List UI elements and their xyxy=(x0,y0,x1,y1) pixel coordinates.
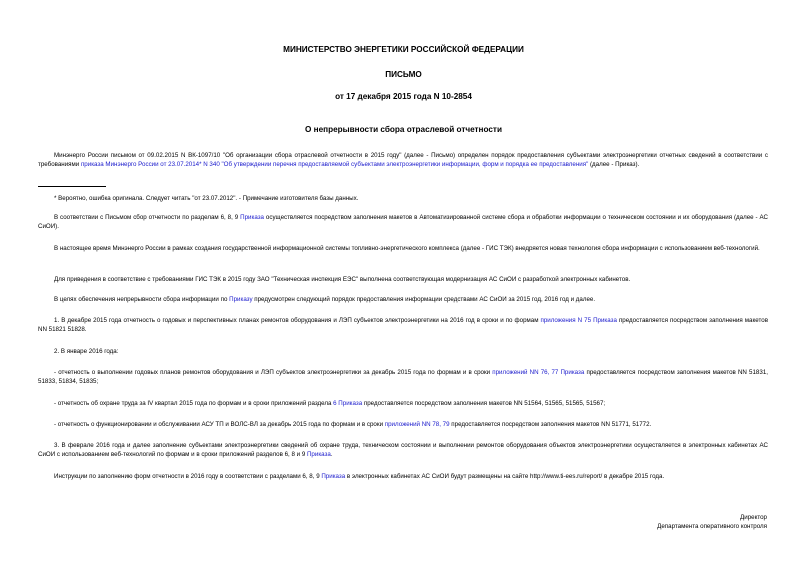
paragraph-4: Для приведения в соответствие с требованиями ГИС ТЭК в 2015 году ЗАО "Техническая инспекция ЕЭС" выполнена соответствующая модернизация АС СиОИ с разработкой электронных кабинетов. xyxy=(54,276,631,283)
paragraph-1 xyxy=(38,152,768,169)
signature-department: Департамента оперативного контроля xyxy=(657,523,767,530)
paragraph-9-text-b: предоставляется посредством заполнения макетов NN 51564, 51565, 51565, 51567; xyxy=(362,400,606,407)
paragraph-8-text-b: предоставляется посредством заполнения макетов NN 51831, 51833, 51834, 51835; xyxy=(38,369,768,385)
footnote: * Вероятно, ошибка оригинала. Следует читать "от 23.07.2012". - Примечание изготовителя базы данных. xyxy=(54,195,359,202)
ministry-heading: МИНИСТЕРСТВО ЭНЕРГЕТИКИ РОССИЙСКОЙ ФЕДЕРАЦИИ xyxy=(283,45,524,54)
paragraph-8 xyxy=(38,369,768,386)
appendix-78-79-link[interactable]: приложений NN 78, 79 xyxy=(384,421,450,428)
paragraph-10-text-a: - отчетность о функционировании и обслуживании АСУ ТП и ВОЛС-ВЛ за декабрь 2015 года по формам и в сроки xyxy=(54,421,385,428)
order-link[interactable]: Приказа xyxy=(306,450,331,458)
paragraph-2 xyxy=(38,214,768,231)
paragraph-12-text-a: Инструкции по заполнению форм отчетности в 2016 году в соответствии с разделами 6, 8, 9 xyxy=(54,473,322,480)
paragraph-6 xyxy=(38,317,768,334)
paragraph-10 xyxy=(38,421,768,430)
appendix-75-link[interactable]: приложения N 75 Приказа xyxy=(540,317,617,324)
paragraph-2-text-b: осуществляется посредством заполнения макетов в Автоматизированной системе сбора и обработки информации о техническом состоянии и их оборудования (далее - АС СиОИ). xyxy=(38,214,768,230)
paragraph-1-text-a: Минэнерго России письмом от 09.02.2015 N ВК-1097/10 "Об организации сбора отраслевой отчетности в 2015 году" (далее - Письмо) определен порядок предоставления субъектами электроэнергетики отчетных сведений в соответствии с требованиями xyxy=(38,152,768,168)
order-link[interactable]: Приказа xyxy=(321,473,346,480)
paragraph-2-text-a: В соответствии с Письмом сбор отчетности по разделам 6, 8, 9 xyxy=(54,214,241,221)
paragraph-5-text-b: предусмотрен следующий порядок предоставления информации средствами АС СиОИ за 2015 год, 2016 год и далее. xyxy=(252,296,596,303)
paragraph-1-text-b: (далее - Приказ). xyxy=(588,160,640,168)
order-340-link[interactable]: приказа Минэнерго России от 23.07.2014* N 340 "Об утверждении перечня предоставляемой субъектами электроэнергетики информации, форм и порядка ее предоставления" xyxy=(80,160,589,168)
paragraph-6-text-a: 1. В декабре 2015 года отчетность о годовых и перспективных планах ремонтов оборудования и ЛЭП субъектов электроэнергетики на 2016 год в сроки и по формам xyxy=(54,317,541,324)
date-number-heading: от 17 декабря 2015 года N 10-2854 xyxy=(335,92,472,101)
section-6-link[interactable]: 6 Приказа xyxy=(333,400,363,407)
paragraph-11 xyxy=(38,442,768,459)
appendix-76-77-link[interactable]: приложений NN 76, 77 Приказа xyxy=(492,369,585,376)
paragraph-9-text-a: - отчетность об охране труда за IV квартал 2015 года по формам и в сроки приложений раздела xyxy=(54,400,334,407)
order-link[interactable]: Приказа xyxy=(240,214,264,221)
paragraph-7: 2. В январе 2016 года: xyxy=(54,348,119,355)
paragraph-11-text-b: . xyxy=(330,450,333,458)
footnote-divider xyxy=(38,186,106,187)
paragraph-5-text-a: В целях обеспечения непрерывности сбора информации по xyxy=(54,296,230,303)
paragraph-12-text-b: в электронных кабинетах АС СиОИ будут размещены на сайте http://www.ti-ees.ru/report/ в декабре 2015 года. xyxy=(345,473,665,480)
paragraph-5 xyxy=(38,296,768,305)
paragraph-12 xyxy=(38,473,768,482)
signature-title: Директор xyxy=(740,514,767,521)
subject-heading: О непрерывности сбора отраслевой отчетности xyxy=(305,125,502,134)
paragraph-3: В настоящее время Минэнерго России в рамках создания государственной информационной системы топливно-энергетического комплекса (далее - ГИС ТЭК) внедряется новая технология сбора информации с использованием веб-технологий. xyxy=(54,245,760,252)
paragraph-10-text-b: предоставляется посредством заполнения макетов NN 51771, 51772. xyxy=(449,421,652,428)
paragraph-9 xyxy=(38,400,768,409)
order-link[interactable]: Приказу xyxy=(229,296,253,303)
paragraph-6-text-b: предоставляется посредством заполнения макетов NN 51821 51828. xyxy=(38,317,768,333)
document-type-heading: ПИСЬМО xyxy=(385,70,422,79)
paragraph-11-text-a: 3. В феврале 2016 года и далее заполнение субъектами электроэнергетики сведений об охране труда, техническом состоянии и выполнении ремонтов оборудования объектов электроэнергетики осуществляется в электронных кабинетах АС СиОИ с использованием веб-технологий по формам и в сроки приложений разделов 6, 8 и 9 xyxy=(38,442,768,458)
paragraph-8-text-a: - отчетность о выполнении годовых планов ремонтов оборудования и ЛЭП субъектов электроэнергетики за декабрь 2015 года по формам и в сроки xyxy=(54,369,493,376)
